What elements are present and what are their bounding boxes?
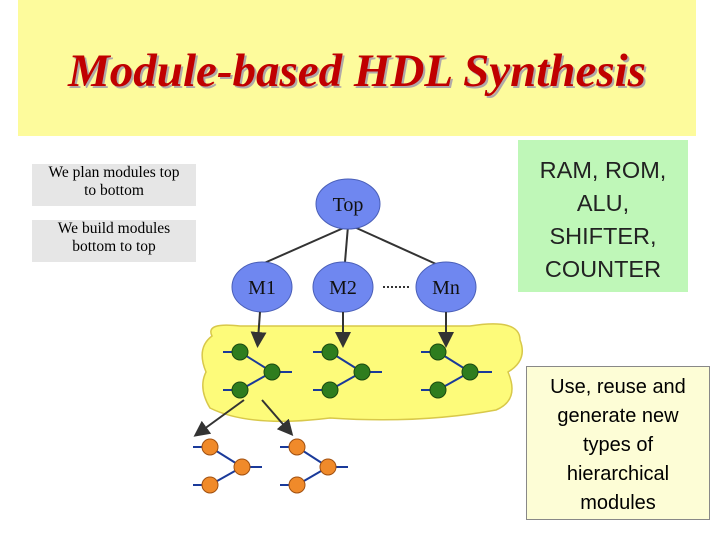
- reuse-line2: generate new: [557, 405, 679, 427]
- library-line1: RAM, ROM,: [539, 157, 667, 183]
- reuse-line4: hierarchical: [566, 463, 670, 485]
- page-title: Module-based HDL Synthesis: [68, 45, 646, 97]
- library-modules-box: [518, 140, 688, 292]
- reuse-line1: Use, reuse and: [550, 376, 686, 398]
- edge-top-m2: [345, 226, 348, 262]
- orange-cluster-1: [193, 439, 262, 493]
- plan-note-line2: to bottom: [84, 182, 144, 199]
- plan-note-line1: We plan modules top: [48, 164, 180, 181]
- edge-top-mn: [352, 226, 436, 264]
- reuse-note-box: [526, 366, 710, 520]
- reuse-line3: types of: [582, 434, 654, 456]
- node-mn-label: Mn: [432, 277, 460, 299]
- tree-edges: [262, 226, 436, 264]
- build-note-line1: We build modules: [57, 220, 171, 237]
- node-m1: [232, 262, 292, 312]
- node-m2-label: M2: [329, 277, 357, 299]
- node-top-label: Top: [332, 194, 364, 216]
- node-m1-label: M1: [248, 277, 276, 299]
- reuse-line5: modules: [580, 492, 656, 514]
- library-line4: COUNTER: [544, 256, 662, 282]
- node-top: [316, 179, 380, 229]
- library-line2: ALU,: [576, 190, 630, 216]
- edge-top-m1: [262, 226, 348, 264]
- orange-cluster-2: [280, 439, 348, 493]
- node-m2: [313, 262, 373, 312]
- build-note-line2: bottom to top: [72, 238, 156, 255]
- node-mn: [416, 262, 476, 312]
- library-line3: SHIFTER,: [549, 223, 657, 249]
